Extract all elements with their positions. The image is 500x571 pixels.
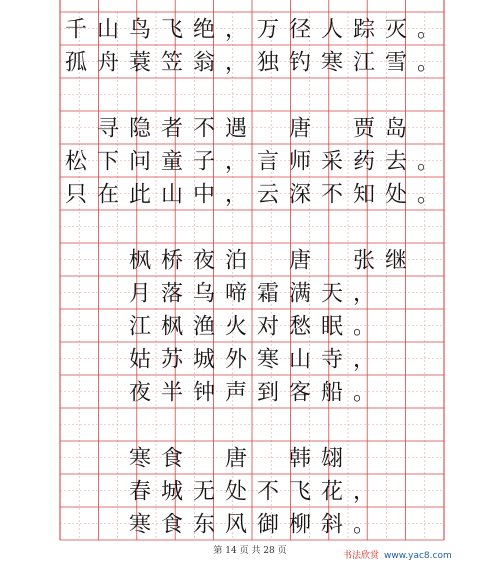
handwritten-character: 人 <box>320 17 344 43</box>
handwritten-character: 唐 <box>224 446 248 472</box>
punctuation-mark: ， <box>224 182 248 208</box>
handwritten-character: 笠 <box>160 50 184 76</box>
handwritten-character: 山 <box>96 17 120 43</box>
punctuation-mark: ， <box>352 281 376 307</box>
handwritten-character: 贾 <box>352 116 376 142</box>
handwritten-character: 姑 <box>128 347 152 373</box>
punctuation-mark: ， <box>352 479 376 505</box>
handwritten-character: 处 <box>384 182 408 208</box>
handwritten-character: 踪 <box>352 17 376 43</box>
handwritten-character: 渔 <box>192 314 216 340</box>
handwritten-character: 雪 <box>384 50 408 76</box>
handwritten-character: 飞 <box>288 479 312 505</box>
handwritten-character: 风 <box>224 512 248 538</box>
handwritten-character: 外 <box>224 347 248 373</box>
handwritten-character: 张 <box>352 248 376 274</box>
handwritten-character: 松 <box>64 149 88 175</box>
punctuation-mark: 。 <box>352 314 376 340</box>
handwritten-character: 不 <box>256 479 280 505</box>
handwritten-character: 此 <box>128 182 152 208</box>
handwritten-character: 下 <box>96 149 120 175</box>
handwritten-character: 寺 <box>320 347 344 373</box>
handwritten-character: 只 <box>64 182 88 208</box>
handwritten-character: 泊 <box>224 248 248 274</box>
handwritten-character: 御 <box>256 512 280 538</box>
handwritten-character: 遇 <box>224 116 248 142</box>
handwritten-character: 言 <box>256 149 280 175</box>
handwritten-character: 船 <box>320 380 344 406</box>
handwritten-character: 知 <box>352 182 376 208</box>
handwritten-character: 岛 <box>384 116 408 142</box>
handwritten-character: 千 <box>64 17 88 43</box>
handwritten-character: 东 <box>192 512 216 538</box>
handwritten-character: 夜 <box>192 248 216 274</box>
punctuation-mark: ， <box>224 50 248 76</box>
handwritten-character: 不 <box>192 116 216 142</box>
watermark-site-name: 书法欣赏 <box>343 551 380 561</box>
handwritten-character: 灭 <box>384 17 408 43</box>
handwritten-character: 愁 <box>288 314 312 340</box>
punctuation-mark: 。 <box>416 17 440 43</box>
handwritten-character: 斜 <box>320 512 344 538</box>
handwritten-character: 枫 <box>160 314 184 340</box>
handwritten-character: 乌 <box>192 281 216 307</box>
handwritten-character: 者 <box>160 116 184 142</box>
handwritten-character: 满 <box>288 281 312 307</box>
watermark-url: www.yac8.com <box>384 551 452 561</box>
handwritten-character: 对 <box>256 314 280 340</box>
handwritten-character: 不 <box>320 182 344 208</box>
punctuation-mark: 。 <box>352 512 376 538</box>
handwritten-character: 江 <box>352 50 376 76</box>
handwritten-character: 食 <box>160 446 184 472</box>
handwritten-character: 城 <box>192 347 216 373</box>
handwritten-character: 春 <box>128 479 152 505</box>
handwritten-character: 深 <box>288 182 312 208</box>
handwritten-character: 舟 <box>96 50 120 76</box>
punctuation-mark: ， <box>352 347 376 373</box>
handwritten-character: 子 <box>192 149 216 175</box>
handwritten-character: 眠 <box>320 314 344 340</box>
handwritten-character: 童 <box>160 149 184 175</box>
handwritten-character: 山 <box>288 347 312 373</box>
handwritten-character: 寒 <box>128 446 152 472</box>
handwritten-character: 飞 <box>160 17 184 43</box>
handwritten-character: 客 <box>288 380 312 406</box>
handwritten-character: 山 <box>160 182 184 208</box>
handwritten-character: 城 <box>160 479 184 505</box>
handwritten-character: 韩 <box>288 446 312 472</box>
handwritten-character: 夜 <box>128 380 152 406</box>
handwritten-character: 苏 <box>160 347 184 373</box>
handwritten-character: 蓑 <box>128 50 152 76</box>
handwritten-character: 隐 <box>128 116 152 142</box>
punctuation-mark: ， <box>224 149 248 175</box>
handwritten-character: 去 <box>384 149 408 175</box>
handwritten-character: 到 <box>256 380 280 406</box>
handwritten-character: 桥 <box>160 248 184 274</box>
punctuation-mark: 。 <box>416 149 440 175</box>
handwritten-character: 火 <box>224 314 248 340</box>
handwritten-character: 继 <box>384 248 408 274</box>
handwritten-character: 翃 <box>320 446 344 472</box>
handwritten-character: 药 <box>352 149 376 175</box>
handwritten-character: 声 <box>224 380 248 406</box>
page-number-footer: 第 14 页 共 28 页 <box>213 546 287 556</box>
handwritten-character: 枫 <box>128 248 152 274</box>
handwritten-character: 钓 <box>288 50 312 76</box>
watermark <box>343 549 452 561</box>
handwritten-character: 柳 <box>288 512 312 538</box>
handwritten-character: 师 <box>288 149 312 175</box>
handwritten-character: 无 <box>192 479 216 505</box>
handwritten-character: 月 <box>128 281 152 307</box>
handwritten-character: 唐 <box>288 116 312 142</box>
punctuation-mark: 。 <box>352 380 376 406</box>
handwritten-character: 鸟 <box>128 17 152 43</box>
handwritten-character: 啼 <box>224 281 248 307</box>
handwritten-character: 食 <box>160 512 184 538</box>
handwritten-character: 半 <box>160 380 184 406</box>
handwritten-character: 处 <box>224 479 248 505</box>
handwritten-character: 在 <box>96 182 120 208</box>
handwritten-character: 问 <box>128 149 152 175</box>
punctuation-mark: 。 <box>416 182 440 208</box>
handwritten-character: 翁 <box>192 50 216 76</box>
handwritten-character: 江 <box>128 314 152 340</box>
handwritten-character: 中 <box>192 182 216 208</box>
handwritten-character: 寒 <box>256 347 280 373</box>
handwritten-character: 钟 <box>192 380 216 406</box>
handwritten-character: 落 <box>160 281 184 307</box>
handwritten-character: 孤 <box>64 50 88 76</box>
handwritten-character: 采 <box>320 149 344 175</box>
handwritten-character: 唐 <box>288 248 312 274</box>
handwritten-character: 绝 <box>192 17 216 43</box>
punctuation-mark: ， <box>224 17 248 43</box>
handwritten-character: 天 <box>320 281 344 307</box>
handwritten-character: 云 <box>256 182 280 208</box>
handwritten-character: 霜 <box>256 281 280 307</box>
handwritten-character: 寒 <box>320 50 344 76</box>
handwritten-character: 寻 <box>96 116 120 142</box>
handwritten-character: 万 <box>256 17 280 43</box>
handwritten-character: 寒 <box>128 512 152 538</box>
handwritten-character: 花 <box>320 479 344 505</box>
punctuation-mark: 。 <box>416 50 440 76</box>
handwritten-character: 径 <box>288 17 312 43</box>
handwritten-character: 独 <box>256 50 280 76</box>
